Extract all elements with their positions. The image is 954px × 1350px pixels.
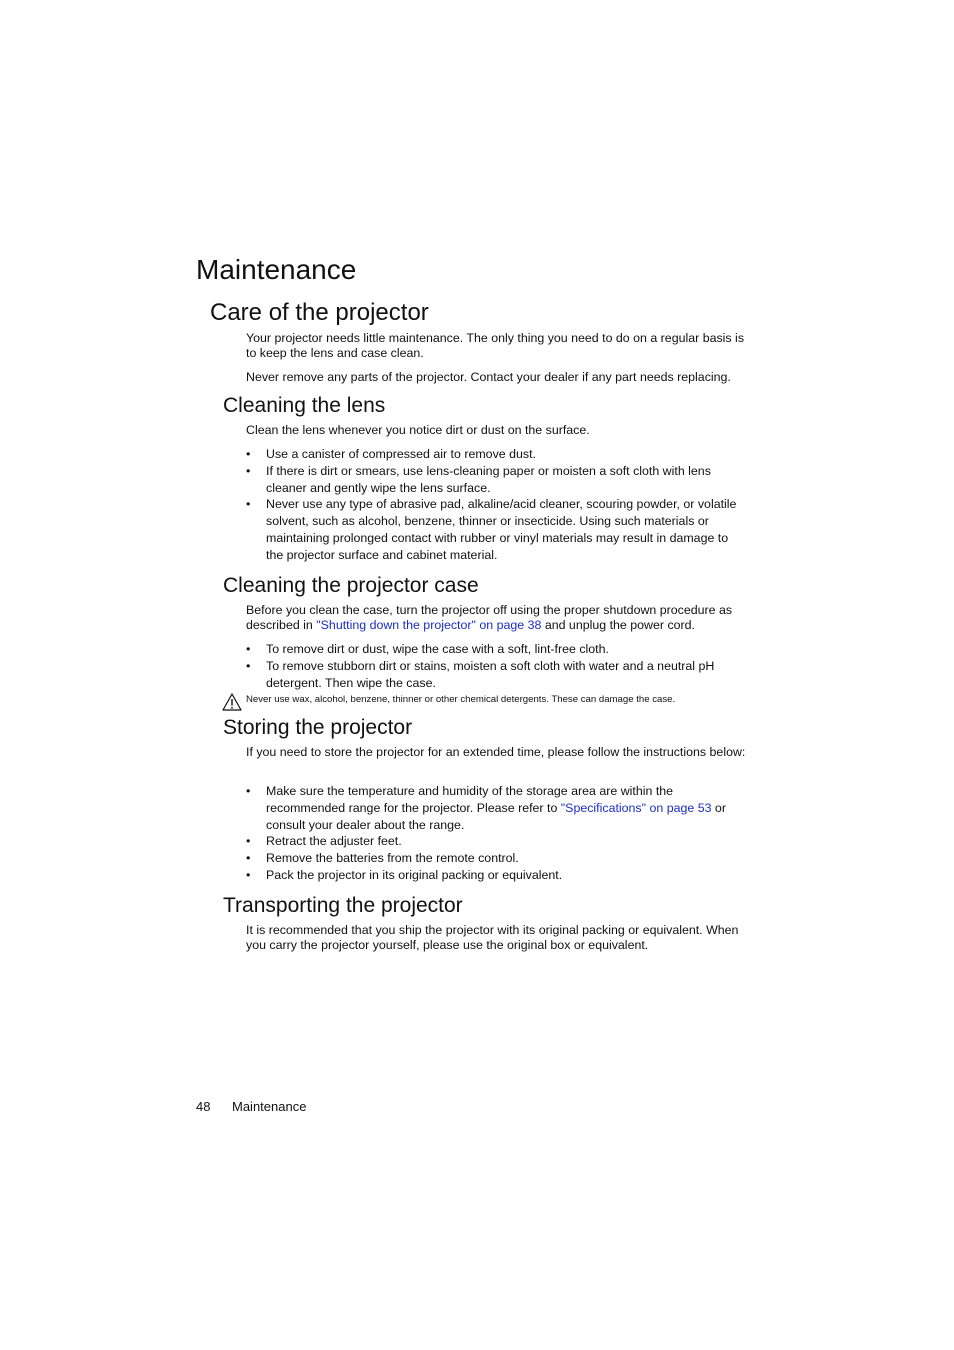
storing-heading: Storing the projector (223, 716, 413, 739)
case-heading: Cleaning the projector case (223, 574, 479, 597)
list-item: • Use a canister of compressed air to remove dust. (246, 446, 746, 463)
warning-triangle-icon (222, 693, 242, 711)
footer-section: Maintenance (232, 1099, 307, 1114)
list-item: • If there is dirt or smears, use lens-cleaning paper or moisten a soft cloth with lens cleaner and gently wipe the lens surface. (246, 463, 746, 497)
storing-intro: If you need to store the projector for an extended time, please follow the instructions below: (246, 745, 746, 759)
list-item: • To remove dirt or dust, wipe the case with a soft, lint-free cloth. (246, 641, 746, 658)
list-item: • Retract the adjuster feet. (246, 833, 746, 850)
page-title: Maintenance (196, 254, 357, 285)
case-intro-text-end: and unplug the power cord. (541, 618, 695, 633)
storing-item-text: Make sure the temperature and humidity of the storage area are within the recommended range for the projector. Please refer to (266, 784, 674, 815)
case-intro (246, 603, 746, 634)
shutting-down-link[interactable]: "Shutting down the projector" on page 38 (316, 618, 542, 633)
transport-text: It is recommended that you ship the projector with its original packing or equivalent. When you carry the projector yourself, please use the original box or equivalent. (246, 923, 739, 953)
lens-intro: Clean the lens whenever you notice dirt or dust on the surface. (246, 423, 590, 437)
care-paragraph-1: Your projector needs little maintenance. The only thing you need to do on a regular basis is to keep the lens and case clean. (246, 331, 745, 361)
care-heading: Care of the projector (210, 299, 429, 326)
lens-heading: Cleaning the lens (223, 394, 386, 417)
specifications-link[interactable]: "Specifications" on page 53 (560, 800, 712, 815)
transport-heading: Transporting the projector (223, 894, 463, 917)
page-number: 48 (196, 1099, 211, 1114)
list-item: • Remove the batteries from the remote control. (246, 850, 746, 867)
care-paragraph-2: Never remove any parts of the projector. Contact your dealer if any part needs replacing. (246, 370, 731, 384)
storing-list (246, 783, 746, 884)
lens-list (246, 446, 746, 564)
list-item: • To remove stubborn dirt or stains, moisten a soft cloth with water and a neutral pH detergent. Then wipe the case. (246, 658, 746, 692)
page-footer (196, 1098, 306, 1116)
list-item: • Pack the projector in its original packing or equivalent. (246, 867, 746, 884)
list-item (246, 783, 746, 833)
caution-note-text: Never use wax, alcohol, benzene, thinner or other chemical detergents. These can damage the case. (246, 694, 676, 705)
case-intro-text: Before you clean the case, turn the projector off using the proper shutdown procedure as described in (246, 603, 733, 633)
list-item: • Never use any type of abrasive pad, alkaline/acid cleaner, scouring powder, or volatile solvent, such as alcohol, benzene, thinner or insecticide. Using such materials or maintaining prolonged contact with rubber or vinyl materials may result in damage to the projector surface and cabinet material. (246, 496, 746, 563)
storing-item-text-end: or consult your dealer about the range. (266, 800, 726, 832)
case-list (246, 641, 746, 691)
